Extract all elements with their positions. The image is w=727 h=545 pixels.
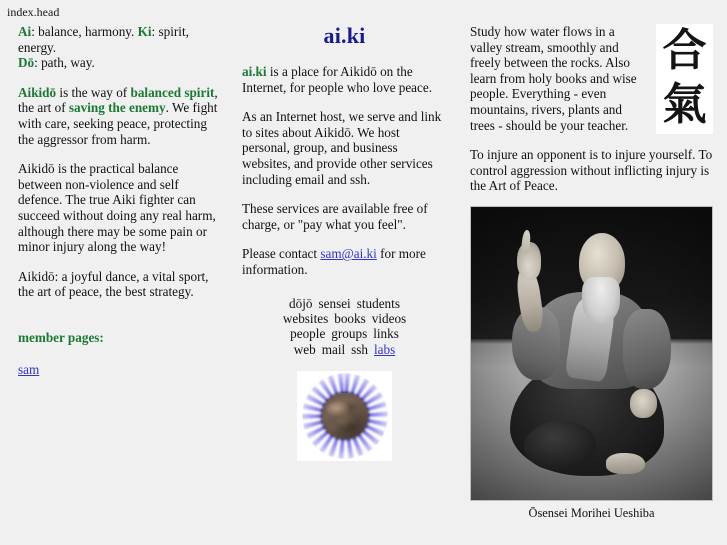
member-link-sam[interactable]: sam (18, 361, 40, 377)
nav-item-labs[interactable]: labs (374, 341, 396, 357)
nav-item-mail[interactable]: mail (321, 341, 346, 357)
center-column (242, 24, 447, 466)
paragraph-internet-host: As an Internet host, we serve and link to sites about Aikidō. We host personal, group, and business websites, and provide other services including email and ssh. (242, 109, 442, 187)
nav-item-videos[interactable]: videos (371, 310, 407, 326)
photo-caption: Ōsensei Morihei Ueshiba (528, 505, 655, 520)
email-link[interactable]: sam@ai.ki (320, 246, 377, 262)
paragraph-practical-balance: Aikidō is the practical balance between non-violence and self defence. The true Aiki fighter can succeed without doing any real harm, although there may be some pain or minor injury along the way! (18, 161, 216, 255)
paragraph-study-water: Study how water flows in a valley stream, smoothly and freely between the rocks. Also learn from holy books and wise people. Everything - even mountains, rivers, plants and trees - should be your teacher. (470, 24, 637, 133)
ueshiba-portrait-photo (470, 206, 713, 501)
def-ki: : spirit, energy. (18, 24, 189, 55)
photo-vignette (471, 207, 712, 500)
paragraph-place-text: is a place for Aikidō on the Internet, for people who love peace. (242, 64, 433, 95)
def-ai: : balance, harmony. (31, 24, 138, 39)
paragraph-place-for-aikido (242, 64, 447, 95)
nav-row (242, 326, 447, 341)
earth-globe-aura-image (297, 371, 392, 461)
contact-text-after: for more information. (242, 246, 426, 277)
kanji-ki-glyph: 氣 (662, 79, 707, 130)
nav-item-groups[interactable]: groups (331, 326, 368, 342)
brand-name: ai.ki (242, 64, 267, 79)
globe-image-wrapper (242, 371, 447, 466)
def-do: : path, way. (34, 55, 95, 71)
paragraph-way-text-3: . We fight with care, seeking peace, protecting the aggressor from harm. (18, 100, 218, 147)
paragraph-free-of-charge: These services are available free of charge, or "pay what you feel". (242, 201, 428, 232)
paragraph-contact (242, 246, 447, 277)
term-balanced-spirit: balanced spirit (130, 84, 215, 100)
nav-item-students[interactable]: students (356, 295, 400, 311)
nav-item-links[interactable]: links (373, 326, 399, 342)
term-aikido: Aikidō (18, 84, 57, 100)
member-pages-list (18, 362, 223, 378)
left-column (18, 24, 223, 377)
nav-item-dojo[interactable]: dōjō (289, 295, 313, 311)
nav-item-ssh[interactable]: ssh (351, 341, 369, 357)
nav-item-sensei[interactable]: sensei (318, 295, 351, 311)
right-column (470, 24, 718, 521)
nav-item-books[interactable]: books (334, 310, 366, 326)
paragraph-way-of-aikido (18, 85, 223, 147)
term-saving-the-enemy: saving the enemy (68, 100, 166, 116)
nav-item-web[interactable]: web (293, 341, 316, 357)
filename-label: index.head (7, 5, 60, 19)
ueshiba-figure (470, 206, 713, 521)
term-ki: Ki (137, 24, 152, 39)
nav-item-people[interactable]: people (290, 326, 326, 342)
contact-text-before: Please contact (242, 246, 321, 262)
paragraph-joyful-dance: Aikidō: a joyful dance, a vital sport, the art of peace, the best strategy. (18, 268, 209, 300)
nav-row (242, 342, 447, 357)
paragraph-way-text-2: , the art of (18, 84, 218, 116)
term-do: Dō (18, 55, 35, 71)
page-title: ai.ki (323, 23, 366, 48)
paragraph-way-text-1: is the way of (56, 84, 131, 100)
nav-item-websites[interactable]: websites (282, 310, 329, 326)
nav-row (242, 296, 447, 311)
site-navigation (242, 296, 447, 358)
term-ai: Ai (18, 24, 32, 39)
paragraph-injure-opponent: To injure an opponent is to injure yourself. To control aggression without inflicting injury is the Art of Peace. (470, 147, 713, 194)
globe-sphere (322, 393, 368, 439)
member-pages-heading: member pages: (18, 329, 104, 345)
aiki-kanji-image (656, 24, 713, 134)
definitions-paragraph (18, 24, 223, 71)
kanji-ai-glyph: 合 (662, 25, 707, 76)
content-columns (0, 24, 727, 545)
nav-row (242, 311, 447, 326)
